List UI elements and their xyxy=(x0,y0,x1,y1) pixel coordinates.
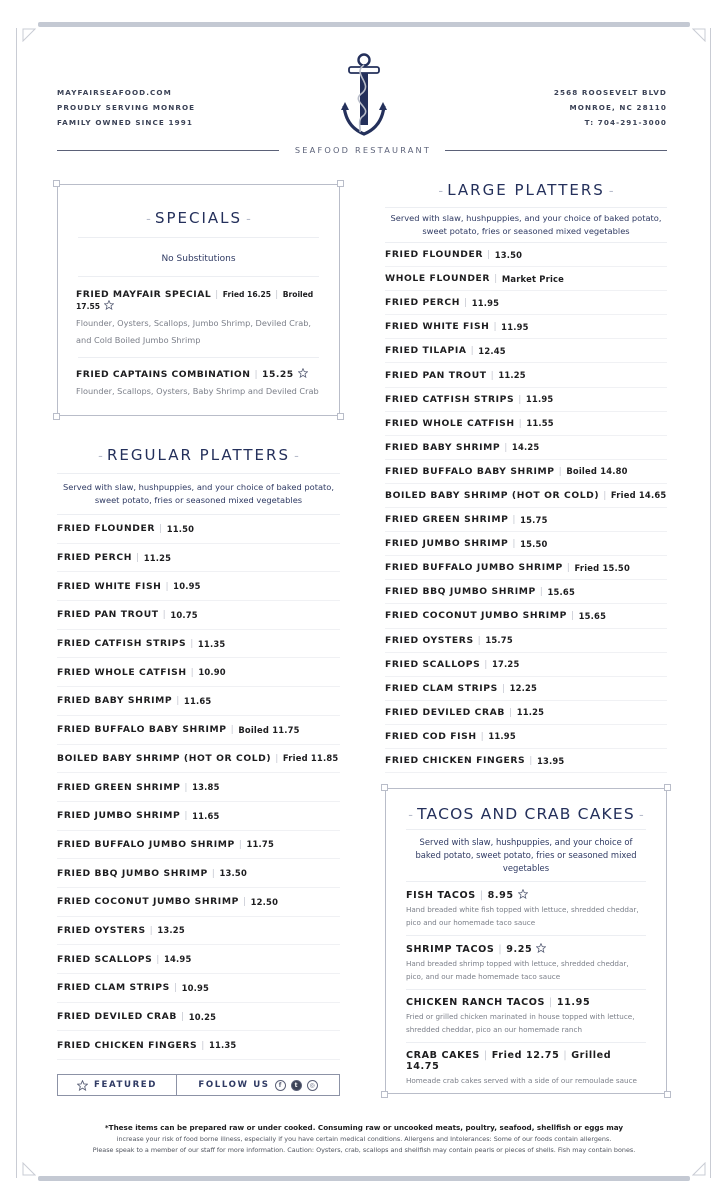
item-name: FISH TACOS xyxy=(406,890,476,901)
tacos-title-text: TACOS AND CRAB CAKES xyxy=(417,805,635,823)
menu-item-row xyxy=(385,436,667,460)
special-item: FRIED MAYFAIR SPECIAL | Fried 16.25 | Broiled 17.55 Flounder, Oysters, Scallops, Jumbo Shrimp, Deviled Crab, and Cold Boiled Jumbo Shrimp xyxy=(76,289,321,349)
menu-item-row xyxy=(57,687,340,716)
frame-bottom-rule xyxy=(38,1176,690,1181)
item-name: FRIED TILAPIA xyxy=(385,345,467,357)
separator: | xyxy=(563,1050,568,1061)
corner-ornament-bottom-left xyxy=(22,1162,36,1176)
separator: | xyxy=(190,666,195,678)
special-item: FRIED CAPTAINS COMBINATION | 15.25 Flounder, Scallops, Oysters, Baby Shrimp and Deviled Crab xyxy=(76,368,321,400)
item-price: 11.25 xyxy=(516,707,545,718)
separator: | xyxy=(190,638,194,650)
menu-item-row xyxy=(385,363,667,387)
header-rule-left xyxy=(57,150,279,151)
taco-item xyxy=(406,936,646,990)
menu-item-row xyxy=(385,532,667,556)
tagline: SEAFOOD RESTAURANT xyxy=(294,145,432,155)
item-price: 10.25 xyxy=(188,1011,217,1022)
menu-item-row xyxy=(385,484,667,508)
separator: | xyxy=(566,562,571,574)
separator: | xyxy=(470,345,475,357)
star-icon xyxy=(518,889,528,899)
item-name: FRIED OYSTERS xyxy=(57,924,146,936)
box-corner xyxy=(381,1091,388,1098)
item-name: FRIED FLOUNDER xyxy=(57,523,156,535)
item-name: FRIED CHICKEN FINGERS xyxy=(57,1039,198,1051)
separator: | xyxy=(484,658,488,670)
separator: | xyxy=(570,610,575,622)
regular-platters-title-text: REGULAR PLATTERS xyxy=(107,446,290,464)
menu-item-row xyxy=(57,630,340,659)
box-corner xyxy=(337,413,344,420)
item-name: CHICKEN RANCH TACOS xyxy=(406,997,546,1008)
legend-bar xyxy=(57,1074,340,1096)
menu-item-row xyxy=(57,888,340,917)
regular-platters-section xyxy=(57,446,340,1060)
item-price: 11.35 xyxy=(197,638,226,649)
item-price: 15.25 xyxy=(262,369,294,380)
regular-platters-list xyxy=(57,515,340,1060)
separator: | xyxy=(159,523,163,535)
box-corner xyxy=(664,1091,671,1098)
separator: | xyxy=(512,538,517,550)
served-with-note: Served with slaw, hushpuppies, and your choice of baked potato, sweet potato, fries or seasoned mixed vegetables xyxy=(390,213,662,236)
item-price: 10.95 xyxy=(181,982,210,993)
separator: | xyxy=(494,273,498,285)
item-price: Fried 16.25 xyxy=(222,290,272,299)
item-name: FRIED CATFISH STRIPS xyxy=(385,393,515,405)
item-price: Fried 14.65 xyxy=(610,490,667,501)
item-price: Fried 12.75 xyxy=(491,1050,560,1061)
item-price: 11.50 xyxy=(166,523,195,534)
item-price: 14.25 xyxy=(511,442,540,453)
disclaimer-line-1: *These items can be prepared raw or under cooked. Consuming raw or uncooked meats, poultry, seafood, shellfish or eggs may xyxy=(104,1123,624,1132)
box-corner xyxy=(53,180,60,187)
item-price: 15.65 xyxy=(578,610,607,621)
item-name: FRIED CHICKEN FINGERS xyxy=(385,755,526,767)
box-corner xyxy=(664,784,671,791)
item-price: 10.95 xyxy=(173,581,201,592)
item-price: 11.25 xyxy=(143,552,172,563)
separator: | xyxy=(165,580,170,592)
item-name: FRIED CATFISH STRIPS xyxy=(57,638,187,650)
item-name: FRIED WHOLE CATFISH xyxy=(57,666,187,678)
separator: | xyxy=(176,695,180,707)
follow-us xyxy=(177,1075,339,1095)
item-name: FRIED BUFFALO BABY SHRIMP xyxy=(57,724,227,736)
item-name: FRIED WHOLE CATFISH xyxy=(385,417,515,429)
item-name: FRIED BBQ JUMBO SHRIMP xyxy=(57,867,208,879)
item-price: 13.95 xyxy=(536,755,565,766)
separator: | xyxy=(173,982,178,994)
menu-item-row xyxy=(385,460,667,484)
divider xyxy=(57,473,340,474)
separator: | xyxy=(487,249,491,261)
menu-item-row xyxy=(385,580,667,604)
menu-item-row xyxy=(57,716,340,745)
item-price: 11.95 xyxy=(471,297,500,308)
item-name: FRIED COD FISH xyxy=(385,730,477,742)
item-name: CRAB CAKES xyxy=(406,1050,480,1061)
separator: | xyxy=(230,724,235,736)
twitter-icon[interactable]: t xyxy=(291,1080,302,1091)
menu-item-row xyxy=(385,749,667,773)
item-description: Flounder, Oysters, Scallops, Jumbo Shrimp, Deviled Crab, and Cold Boiled Jumbo Shrimp xyxy=(76,318,312,345)
separator: | xyxy=(201,1039,205,1051)
large-platters-title: - LARGE PLATTERS - xyxy=(438,181,614,199)
item-description: Homeade crab cakes served with a side of our remoulade sauce xyxy=(406,1076,637,1085)
separator: | xyxy=(479,890,484,901)
item-description: Flounder, Scallops, Oysters, Baby Shrimp and Deviled Crab xyxy=(76,386,319,396)
item-name: FRIED CLAM STRIPS xyxy=(385,682,498,694)
item-price: Boiled 14.80 xyxy=(566,466,628,477)
menu-item-row xyxy=(57,1031,340,1060)
separator: | xyxy=(518,393,522,405)
item-price: 11.35 xyxy=(208,1040,237,1051)
item-price: 11.95 xyxy=(488,731,516,742)
follow-label: FOLLOW US xyxy=(198,1080,270,1090)
corner-ornament-top-left xyxy=(22,28,36,42)
item-price: Market Price xyxy=(501,273,565,284)
item-name: FRIED BABY SHRIMP xyxy=(57,695,173,707)
separator: | xyxy=(493,321,498,333)
item-price: 13.50 xyxy=(219,868,247,879)
item-name: FRIED COCONUT JUMBO SHRIMP xyxy=(57,896,239,908)
box-corner xyxy=(337,180,344,187)
phone-number[interactable]: T: 704-291-3000 xyxy=(584,118,667,127)
specials-subtitle: No Substitutions xyxy=(161,254,236,264)
star-icon xyxy=(77,1080,88,1091)
divider xyxy=(406,829,646,830)
menu-item-row xyxy=(57,802,340,831)
separator: | xyxy=(518,417,523,429)
taco-item xyxy=(406,990,646,1043)
menu-item-row xyxy=(385,388,667,412)
item-name: FRIED SCALLOPS xyxy=(57,953,153,965)
separator: | xyxy=(512,514,517,526)
item-price: 13.25 xyxy=(157,925,185,936)
specials-title-text: SPECIALS xyxy=(154,209,243,227)
menu-item-row xyxy=(385,412,667,436)
separator: | xyxy=(501,682,506,694)
item-name: FRIED CLAM STRIPS xyxy=(57,982,170,994)
menu-item-row xyxy=(385,291,667,315)
tacos-list xyxy=(386,882,666,1094)
box-corner xyxy=(53,413,60,420)
instagram-icon[interactable]: ◎ xyxy=(307,1080,318,1091)
separator: | xyxy=(211,867,216,879)
item-price: 13.50 xyxy=(494,249,523,260)
item-name: BOILED BABY SHRIMP (HOT OR COLD) xyxy=(385,489,600,501)
website-link[interactable]: MAYFAIRSEAFOOD.COM xyxy=(57,88,172,97)
item-price: 11.55 xyxy=(526,418,554,429)
separator: | xyxy=(149,924,154,936)
menu-item-row xyxy=(385,339,667,363)
since-text: FAMILY OWNED SINCE 1991 xyxy=(57,118,193,127)
regular-platters-title: - REGULAR PLATTERS - xyxy=(98,446,299,464)
item-price: 8.95 xyxy=(487,890,514,901)
large-platters-title-text: LARGE PLATTERS xyxy=(447,181,605,199)
address-street: 2568 ROOSEVELT BLVD xyxy=(553,88,667,97)
star-icon xyxy=(104,300,114,310)
taco-item xyxy=(406,882,646,936)
item-price: 10.90 xyxy=(198,667,226,678)
menu-item-row xyxy=(57,658,340,687)
item-name: FRIED WHITE FISH xyxy=(57,580,162,592)
featured-label: FEATURED xyxy=(94,1080,157,1090)
header-contact-right xyxy=(554,85,667,130)
disclaimer-line-3: Please speak to a member of our staff for more information. Caution: Oysters, crab, scallops and shellfish may contain pearls or pieces of shells. Fish may contain bones. xyxy=(92,1146,636,1154)
menu-item-row xyxy=(57,544,340,573)
allergen-disclaimer xyxy=(40,1123,688,1154)
separator: | xyxy=(275,752,279,764)
separator: | xyxy=(242,896,247,908)
item-price: 10.75 xyxy=(170,609,198,620)
taco-item xyxy=(406,1043,646,1094)
separator: | xyxy=(184,810,189,822)
divider xyxy=(78,276,319,277)
large-platters-list xyxy=(385,243,667,773)
facebook-icon[interactable]: f xyxy=(275,1080,286,1091)
large-platters-section xyxy=(385,181,667,773)
star-icon xyxy=(298,368,308,378)
separator: | xyxy=(529,755,533,767)
divider xyxy=(385,207,667,208)
item-price: 15.75 xyxy=(520,514,548,525)
item-price: Broiled 17.55 xyxy=(76,290,314,311)
item-name: WHOLE FLOUNDER xyxy=(385,273,491,285)
separator: | xyxy=(483,1050,488,1061)
item-price: 12.45 xyxy=(478,345,506,356)
separator: | xyxy=(490,369,495,381)
anchor-icon xyxy=(341,52,387,138)
menu-item-row xyxy=(385,508,667,532)
item-price: 11.95 xyxy=(525,394,554,405)
corner-ornament-top-right xyxy=(692,28,706,42)
menu-item-row xyxy=(57,515,340,544)
item-price: 11.95 xyxy=(501,321,529,332)
item-price: 11.65 xyxy=(192,810,220,821)
address-city: MONROE, NC 28110 xyxy=(569,103,667,112)
menu-item-row xyxy=(57,773,340,802)
item-price: 12.50 xyxy=(250,896,279,907)
separator: | xyxy=(477,634,482,646)
item-price: 15.75 xyxy=(485,635,513,646)
menu-item-row xyxy=(57,945,340,974)
header-contact-left xyxy=(57,85,195,130)
item-name: FRIED BUFFALO JUMBO SHRIMP xyxy=(385,562,563,574)
disclaimer-line-2: increase your risk of food borne illness, especially if you have certain medical conditions. Allergens and Intolerances: Some of our foods contain allergens. xyxy=(116,1135,612,1143)
item-name: FRIED SCALLOPS xyxy=(385,658,481,670)
separator: | xyxy=(498,944,503,955)
menu-item-row xyxy=(385,677,667,701)
item-description: Hand breaded white fish topped with lettuce, shredded cheddar, pico and our homemade taco sauce xyxy=(406,905,639,927)
item-name: FRIED BBQ JUMBO SHRIMP xyxy=(385,586,536,598)
item-description: Hand breaded shrimp topped with lettuce, shredded cheddar, pico, and our made homemade taco sauce xyxy=(406,959,629,981)
separator: | xyxy=(238,838,243,850)
separator: | xyxy=(184,781,189,793)
menu-item-row xyxy=(385,243,667,267)
menu-item-row xyxy=(385,315,667,339)
frame-left-rule xyxy=(16,28,17,1178)
item-name: FRIED FLOUNDER xyxy=(385,249,484,261)
item-price: Boiled 11.75 xyxy=(238,724,300,735)
menu-item-row xyxy=(385,701,667,725)
item-price: 12.25 xyxy=(509,683,538,694)
menu-item-row xyxy=(385,556,667,580)
separator: | xyxy=(156,953,160,965)
item-name: FRIED PERCH xyxy=(385,297,460,309)
separator: | xyxy=(181,1011,185,1023)
item-price: 11.65 xyxy=(183,695,212,706)
item-price: 15.65 xyxy=(547,586,575,597)
menu-item-row xyxy=(57,745,340,774)
specials-section xyxy=(57,184,340,416)
item-name: FRIED BABY SHRIMP xyxy=(385,441,501,453)
menu-item-row xyxy=(57,831,340,860)
item-name: FRIED JUMBO SHRIMP xyxy=(385,538,509,550)
menu-item-row xyxy=(385,604,667,628)
separator: | xyxy=(603,489,607,501)
menu-item-row xyxy=(57,601,340,630)
item-name: FRIED PAN TROUT xyxy=(57,609,159,621)
item-name: FRIED BUFFALO JUMBO SHRIMP xyxy=(57,838,235,850)
tacos-section xyxy=(385,788,667,1094)
item-name: FRIED COCONUT JUMBO SHRIMP xyxy=(385,610,567,622)
item-price: 15.50 xyxy=(520,538,548,549)
item-price: 11.95 xyxy=(556,997,591,1008)
item-name: BOILED BABY SHRIMP (HOT OR COLD) xyxy=(57,752,272,764)
served-with-note: Served with slaw, hushpuppies, and your choice of baked potato, sweet potato, fries or seasoned mixed vegetables xyxy=(62,482,335,505)
divider xyxy=(78,357,319,358)
menu-item-row xyxy=(57,859,340,888)
item-price: Fried 15.50 xyxy=(574,562,630,573)
item-name: FRIED GREEN SHRIMP xyxy=(57,781,181,793)
menu-item-row xyxy=(385,653,667,677)
item-price: 11.75 xyxy=(246,839,274,850)
item-name: FRIED DEVILED CRAB xyxy=(385,706,505,718)
separator: | xyxy=(509,706,513,718)
separator: | xyxy=(504,441,508,453)
item-description: Fried or grilled chicken marinated in house topped with lettuce, shredded cheddar, pico an our homemade ranch xyxy=(406,1012,635,1034)
star-icon xyxy=(536,943,546,953)
item-price: 17.25 xyxy=(492,659,520,670)
item-price: Fried 11.85 xyxy=(282,753,339,764)
specials-title: - SPECIALS - xyxy=(146,209,251,227)
menu-item-row xyxy=(57,974,340,1003)
item-name: FRIED DEVILED CRAB xyxy=(57,1011,177,1023)
menu-item-row xyxy=(57,917,340,946)
separator: | xyxy=(136,552,140,564)
frame-right-rule xyxy=(710,28,711,1178)
tacos-title: - TACOS AND CRAB CAKES - xyxy=(408,805,644,823)
item-name: FRIED GREEN SHRIMP xyxy=(385,514,509,526)
item-price: Grilled 14.75 xyxy=(406,1050,612,1072)
menu-item-row xyxy=(385,267,667,291)
menu-item-row xyxy=(57,1003,340,1032)
item-name: FRIED CAPTAINS COMBINATION xyxy=(76,369,251,380)
menu-item-row xyxy=(57,572,340,601)
item-name: FRIED MAYFAIR SPECIAL xyxy=(76,289,212,300)
item-name: FRIED BUFFALO BABY SHRIMP xyxy=(385,465,555,477)
corner-ornament-bottom-right xyxy=(692,1162,706,1176)
separator: | xyxy=(480,730,485,742)
header-rule-right xyxy=(445,150,667,151)
separator: | xyxy=(549,997,553,1008)
item-name: FRIED OYSTERS xyxy=(385,634,474,646)
item-price: 11.25 xyxy=(498,370,526,381)
item-price: 13.85 xyxy=(192,782,220,793)
featured-legend xyxy=(58,1075,177,1095)
item-name: FRIED PERCH xyxy=(57,552,132,564)
item-name: FRIED JUMBO SHRIMP xyxy=(57,810,181,822)
item-name: FRIED WHITE FISH xyxy=(385,321,490,333)
item-price: 14.95 xyxy=(164,954,192,965)
item-name: SHRIMP TACOS xyxy=(406,944,495,955)
box-corner xyxy=(381,784,388,791)
frame-top-rule xyxy=(38,22,690,27)
separator: | xyxy=(539,586,544,598)
separator: | xyxy=(558,465,563,477)
serving-text: PROUDLY SERVING MONROE xyxy=(57,103,196,112)
menu-item-row xyxy=(385,629,667,653)
separator: | xyxy=(464,297,468,309)
item-price: 9.25 xyxy=(506,944,533,955)
item-name: FRIED PAN TROUT xyxy=(385,369,487,381)
served-with-note: Served with slaw, hushpuppies, and your choice of baked potato, sweet potato, fries or seasoned mixed vegetables xyxy=(415,837,637,873)
divider xyxy=(78,237,319,238)
separator: | xyxy=(162,609,167,621)
menu-item-row xyxy=(385,725,667,749)
